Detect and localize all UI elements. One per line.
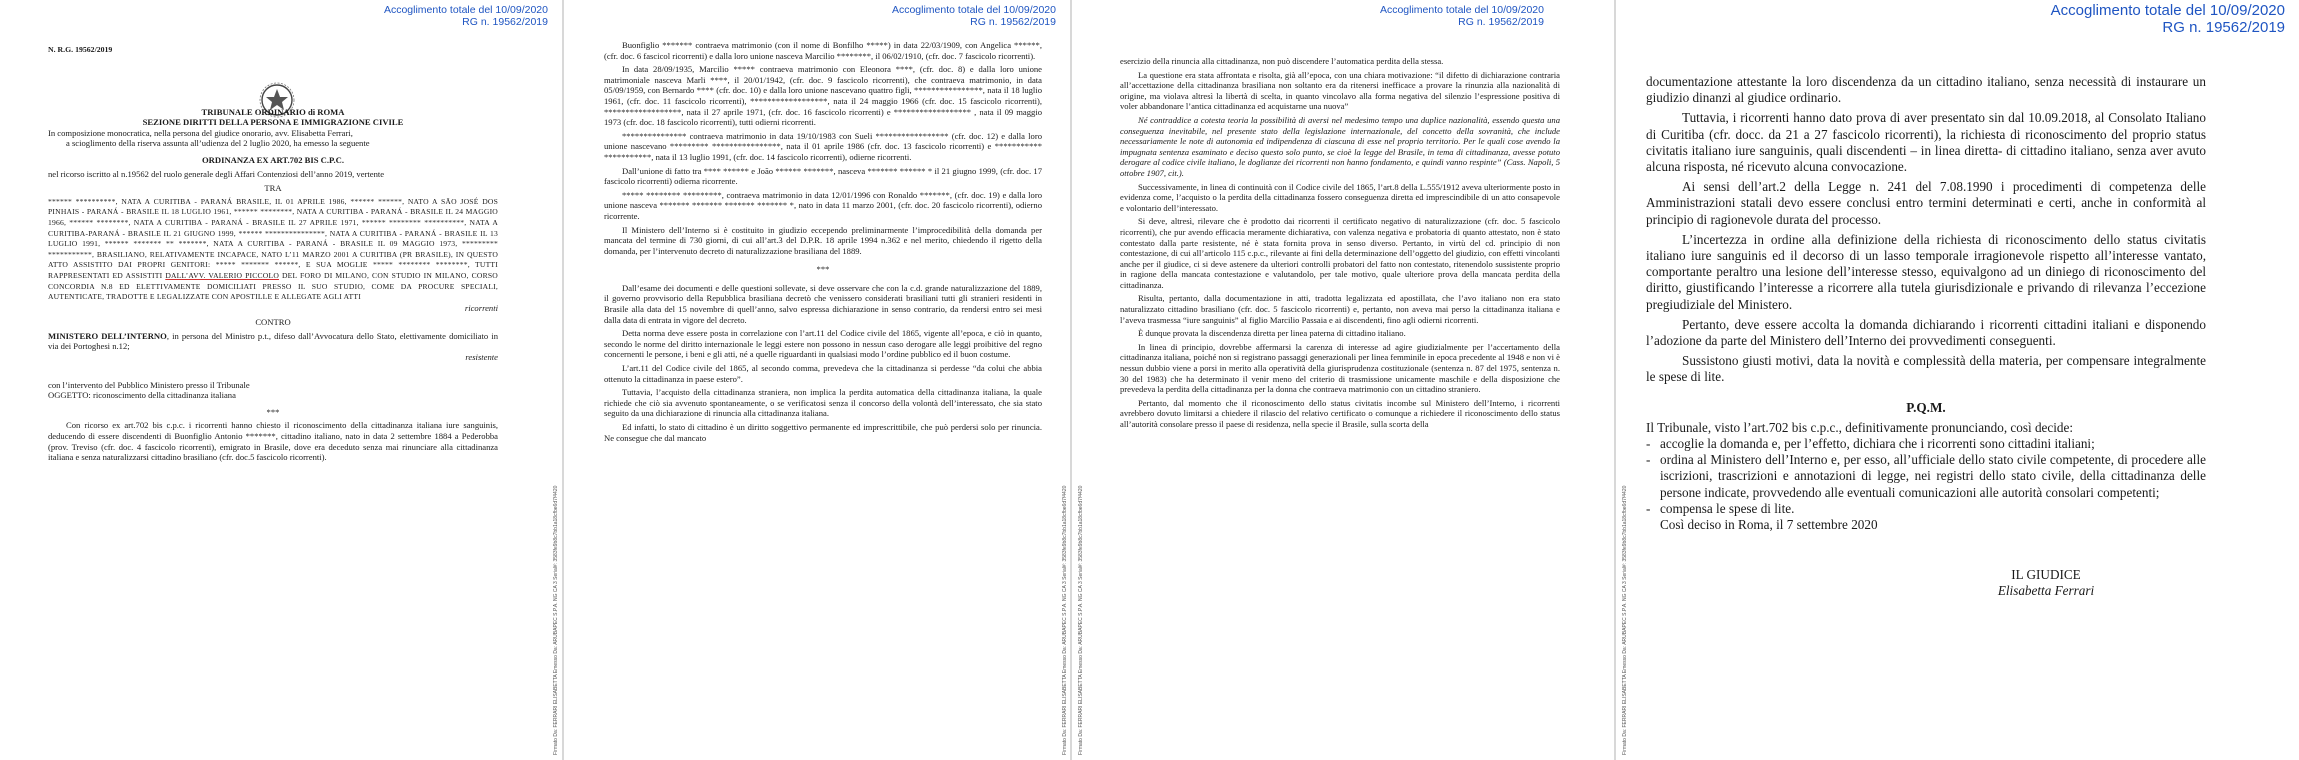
paragraph: *************** contraeva matrimonio in data 19/10/1983 con Sueli ***************** (cfr. doc. 12) e dalla loro unione nascevano ********* ****************, nata il 01 aprile 1986 (cfr. doc. 13 fascicolo ricorrenti) e *********** ***********, nata il 13 luglio 1991, (cfr. doc. 14 fascicolo ricorrenti), odierne ricorrenti. bbox=[604, 130, 1042, 162]
header-line-2: RG n. 19562/2019 bbox=[970, 16, 1056, 29]
signature-side-note: Firmato Da: FERRARI ELISABETTA Emesso Da: ARUBAPEC S.P.A. NG CA 3 Serial#: 3583fe9b8c7bb1a18cfbe6d7f4420 bbox=[1622, 485, 1628, 755]
paragraph: Ed infatti, lo stato di cittadino è un diritto soggettivo permanente ed imprescrittibile, che può perdersi solo per rinuncia. Ne consegue che dal mancato bbox=[604, 422, 1042, 443]
paragraph: Il Ministero dell’Interno si è costituito in giudizio eccependo preliminarmente l’improcedibilità della domanda per mancata del termine di 730 giorni, di cui all’art.3 del D.P.R. 18 aprile 1994 n.362 e nel merito, chiedendo il rigetto della domanda, per l’intervenuto decreto di naturalizzazione brasiliana del 1889. bbox=[604, 224, 1042, 256]
judge-title: IL GIUDICE bbox=[2011, 567, 2081, 583]
ministero-line: MINISTERO DELL’INTERNO, in persona del Ministro p.t., difeso dall’Avvocatura dello Stato, elettivamente domiciliato in via dei Portoghesi n.12; bbox=[48, 330, 499, 352]
signature-side-note: Firmato Da: FERRARI ELISABETTA Emesso Da: ARUBAPEC S.P.A. NG CA 3 Serial#: 3583fe9b8c7bb1a18cfbe6d7f4420 bbox=[1078, 485, 1084, 755]
decision-item: - accoglie la domanda e, per l’effetto, dichiara che i ricorrenti sono cittadini italiani; bbox=[1646, 436, 2095, 452]
closing-line: Così deciso in Roma, il 7 settembre 2020 bbox=[1660, 517, 1878, 533]
header-line-1: Accoglimento totale del 10/09/2020 bbox=[383, 4, 548, 16]
page2-body bbox=[604, 40, 1042, 446]
header-line-2: RG n. 19562/2019 bbox=[462, 16, 548, 29]
document-page-3 bbox=[1072, 0, 1614, 760]
paragraph: Pertanto, dal momento che il riconoscimento dello status civitatis incombe sul Ministero dell’Interno, i ricorrenti avrebbero dovuto limitarsi a chiedere il rilascio del relativo certificato o comunque a richiedere il riconoscimento dello status all’autorità consolare presso il paese di residenza, nella specie il Brasile, sulla scorta della bbox=[1120, 397, 1560, 429]
paragraph: Tuttavia, i ricorrenti hanno dato prova di aver presentato sin dal 10.09.2018, al Consolato Italiano di Curitiba (cfr. docc. da 21 a 27 fascicolo ricorrenti), la richiesta di riconoscimento del proprio status civitatis italiano iure sanguinis, quali discendenti – in linea diretta- di cittadino italiano, senza aver avuto alcuna risposta, né ricevuto alcuna convocazione. bbox=[1646, 110, 2206, 175]
paragraph: Sussistono giusti motivi, data la novità e complessità della materia, per compensare integralmente le spese di lite. bbox=[1646, 353, 2206, 385]
pm-line: con l’intervento del Pubblico Ministero presso il Tribunale bbox=[48, 379, 250, 390]
parties-block: ****** **********, NATA A CURITIBA - PARANÁ BRASILE, IL 01 APRILE 1986, ****** ******, NATO A SÃO JOSÉ DOS PINHAIS - PARANÁ - BRASILE IL 18 LUGLIO 1961, ****** ********, NATA A CURITIBA - PARANÁ - BRASILE IL 24 MAGGIO 1966, ****** ********, NATA A CURITIBA - PARANÁ - BRASILE IL 27 APRILE 1971, ****** ******** **********, NATA A CURITIBA-PARANÁ - BRASILE IL 21 GIUGNO 1999, ****** ***************, NATA A CURITIBA - PARANÁ - BRASILE IL 13 LUGLIO 1991, ****** ******* ** *******, NATA A CURITIBA - PARANÁ - BRASILE IL 09 MAGGIO 1973, ********* ***********, BRASILIANO, RELATIVAMENTE INCAPACE, NATO L’11 MARZO 2001 A CURITIBA (PR BRASILE), IN QUESTO ATTO ASSISTITO DAI PROPRI GENITORI: ***** ******* ******, E SUA MOGLIE ***** ******** ********, TUTTI RAPPRESENTATI ED ASSISTITI DALL’AVV. VALERIO PICCOLO DEL FORO DI MILANO, CON STUDIO IN MILANO, CORSO CONCORDIA N.8 ED ELETTIVAMENTE DOMICILIATI PRESSO IL SUO STUDIO, COME DA PROCURE SPECIALI, AUTENTICATE, TRADOTTE E LEGALIZZATE CON APOSTILLE E ALLEGATE AGLI ATTI bbox=[48, 196, 498, 302]
document-page-2 bbox=[564, 0, 1070, 760]
page-header bbox=[384, 4, 548, 28]
lawyer-name: DALL’AVV. VALERIO PICCOLO bbox=[165, 270, 280, 280]
court-title: TRIBUNALE ORDINARIO di ROMA bbox=[201, 106, 345, 117]
stars-separator: *** bbox=[816, 264, 830, 275]
nrg-label: N. R.G. 19562/2019 bbox=[48, 45, 113, 54]
stars-separator: *** bbox=[266, 406, 280, 417]
paragraph: Dall’unione di fatto tra **** ****** e João ****** *******, nasceva ******* ****** * il 21 giugno 1999, (cfr. doc. 17 fascicolo ricorrenti) odierna ricorrente. bbox=[604, 165, 1042, 187]
judge-name: Elisabetta Ferrari bbox=[1997, 583, 2095, 599]
paragraph: L’art.11 del Codice civile del 1865, al secondo comma, prevedeva che la cittadinanza si perdesse “da colui che abbia ottenuto la cittadinanza in paese estero”. bbox=[604, 363, 1042, 384]
ricorrenti-label: ricorrenti bbox=[464, 302, 498, 313]
paragraph: documentazione attestante la loro discendenza da un cittadino italiano, senza necessità di instaurare un giudizio dinanzi al giudice ordinario. bbox=[1646, 74, 2206, 106]
header-line-1: Accoglimento totale del 10/09/2020 bbox=[1379, 4, 1544, 16]
paragraph: Successivamente, in linea di continuità con il Codice civile del 1865, l’art.8 della L.555/1912 aveva ulteriormente posto in evidenza come, l’acquisto o la perdita della cittadinanza fossero conseguenza diretta ed imprescindibile di un atto consapevole e volontario dell’interessato. bbox=[1120, 181, 1560, 213]
oggetto-line: OGGETTO: riconoscimento della cittadinanza italiana bbox=[48, 390, 236, 401]
header-line-1: Accoglimento totale del 10/09/2020 bbox=[891, 4, 1056, 16]
paragraph: Ai sensi dell’art.2 della Legge n. 241 del 7.08.1990 i procedimenti di competenza delle Amministrazioni statali devo essere conclusi entro termini determinati e certi, anche in conformità al principio di ragionevole durata del processo. bbox=[1646, 179, 2206, 227]
decision-list bbox=[1646, 436, 2206, 517]
paragraph: ***** ******** *********, contraeva matrimonio in data 12/01/1996 con Ronaldo *******, (cfr. doc. 19) e dalla loro unione nasceva ******* ******* ******* ******* *, nato in data 11 marzo 2001, (cfr. doc. 20 fascicolo ricorrenti), odierno ricorrente. bbox=[604, 189, 1042, 221]
paragraph: Né contraddice a cotesta teoria la possibilità di aversi nel medesimo tempo una duplice nazionalità, essendo questa una conseguenza inevitabile, nel presente stato della legislazione internazionale, del concetto della sovranità, che include necessariamente le note di autonomia ed indipendenza di ciascuna di esse nel proprio territorio. Per le quali cose avendo la impugnata sentenza esaminato e deciso questo solo punto, se cioè la legge del Brasile, in tema di cittadinanza, avesse potuto derogare al codice civile italiano, le doglianze dei ricorrenti non hanno fondamento, e quindi vanno respinte” (Cass. Napoli, 5 ottobre 1907, cit.). bbox=[1120, 114, 1560, 178]
ricorso-line: nel ricorso iscritto al n.19562 del ruolo generale degli Affari Contenziosi dell’anno 2019, vertente bbox=[48, 168, 385, 179]
page-header bbox=[1380, 4, 1544, 28]
page-header bbox=[2051, 2, 2285, 37]
header-line-1: Accoglimento totale del 10/09/2020 bbox=[2050, 2, 2285, 19]
decision-item: - ordina al Ministero dell’Interno e, per esso, all’ufficiale dello stato civile competente, di procedere alle iscrizioni, trascrizioni e annotazioni di legge, nei registri dello stato civile, della cittadinanza delle persone indicate, provvedendo alle eventuali comunicazioni alle autorità consolari competenti; bbox=[1646, 452, 2206, 500]
judge-line: In composizione monocratica, nella persona del giudice onorario, avv. Elisabetta Ferrari, bbox=[48, 127, 353, 138]
signature-side-note: Firmato Da: FERRARI ELISABETTA Emesso Da: ARUBAPEC S.P.A. NG CA 3 Serial#: 3583fe9b8c7bb1a18cfbe6d7f4420 bbox=[1062, 485, 1068, 755]
page4-body bbox=[1646, 74, 2206, 600]
paragraph: In linea di principio, dovrebbe affermarsi la carenza di interesse ad agire giudizialmente per l’accertamento della cittadinanza italiana, poiché non si registrano passaggi generazionali per linea femminile in epoca precedente al 1948 e non vi è nessun dubbio viene a porsi in merito alla operatività della giurisprudenza costituzionale (sentenza n. 87 del 1975, sentenza n. 30 del 1983) che ha determinato il venir meno del criterio di trasmissione unicamente maschile e della disposizione che prevedeva la perdita della cittadinanza per la donna che contraeva matrimonio con un cittadino straniero. bbox=[1120, 341, 1560, 395]
decision-item: - compensa le spese di lite. bbox=[1646, 500, 1795, 516]
page3-body bbox=[1120, 56, 1560, 433]
header-line-2: RG n. 19562/2019 bbox=[2162, 19, 2285, 37]
final-paragraph: Con ricorso ex art.702 bis c.p.c. i ricorrenti hanno chiesto il riconoscimento della cittadinanza italiana iure sanguinis, deducendo di essere discendenti di Buonfiglio Antonio *******, cittadino italiano, nato in data 2 settembre 1884 a Pederobba (prov. Treviso (cfr. doc. 4 fascicolo ricorrenti), emigrato in Brasile, dove era deceduto senza mai rinunciare alla cittadinanza italiana e senza naturalizzarsi cittadino brasiliano (cfr. doc.5 fascicolo ricorrenti). bbox=[48, 420, 498, 463]
document-page-4 bbox=[1616, 0, 2299, 760]
section-title: SEZIONE DIRITTI DELLA PERSONA E IMMIGRAZIONE CIVILE bbox=[142, 117, 404, 128]
paragraph: Dall’esame dei documenti e delle questioni sollevate, si deve osservare che con la c.d. grande naturalizzazione del 1889, il governo provvisorio della Repubblica brasiliana decretò che venissero considerati brasiliani tutti gli stranieri residenti in Brasile alla data del 15 novembre di quell’anno, salvo espressa dichiarazione in senso contrario, da rendersi entro sei mesi dalla data di entrata in vigore del decreto. bbox=[604, 282, 1042, 325]
resistente-label: resistente bbox=[465, 352, 498, 363]
signature-side-note: Firmato Da: FERRARI ELISABETTA Emesso Da: ARUBAPEC S.P.A. NG CA 3 Serial#: 3583fe9b8c7bb1a18cfbe6d7f4420 bbox=[553, 485, 559, 755]
paragraph: L’incertezza in ordine alla definizione della richiesta di riconoscimento dello status civitatis italiano iure sanguinis ed il decorso di un lasso temporale irragionevole rispetto all’interesse vantato, comportante peraltro una lesione dell’interesse stesso, equivalgono ad un diniego di riconoscimento del diritto, giustificando l’interesse a ricorrere alla tutela giurisdizionale e privando di rilevanza l’eccezione pregiudiziale del Ministero. bbox=[1646, 231, 2206, 312]
paragraph: Pertanto, deve essere accolta la domanda dichiarando i ricorrenti cittadini italiani e disponendo l’adozione da parte del Ministero dell’Interno dei provvedimenti conseguenti. bbox=[1646, 316, 2206, 349]
paragraph: esercizio della rinuncia alla cittadinanza, non può discendere l’automatica perdita della stessa. bbox=[1120, 56, 1444, 66]
reserve-line: a scioglimento della riserva assunta all’udienza del 2 luglio 2020, ha emesso la seguente bbox=[66, 138, 370, 149]
page-header bbox=[892, 4, 1056, 28]
paragraph: La questione era stata affrontata e risolta, già all’epoca, con una chiara motivazione: “il difetto di dichiarazione contraria all’accettazione della cittadinanza brasiliana non soltanto era da ritenersi inefficace a provare la rinunzia alla nazionalità di origine, ma violava altresì la libertà di scelta, in quanto vincolavo alla forma negativa del silenzio l’espressione positiva di voler abbandonare l’antica cittadinanza ed acquistarne una nuova” bbox=[1120, 69, 1560, 112]
document-page-1 bbox=[0, 0, 562, 760]
contro-label: CONTRO bbox=[255, 317, 291, 328]
paragraph: Si deve, altresì, rilevare che è prodotto dai ricorrenti il certificato negativo di naturalizzazione (cfr. doc. 5 fascicolo ricorrenti), che pur avendo efficacia meramente dichiarativa, con valenza negativa e probatoria di quanto attestato, non è stato contestato dalla parte resistente, né è stata fornita prova in senso diverso. Pertanto, in virtù del cd. principio di non contestazione, di cui all’articolo 115 c.p.c., rilevante ai fini della determinazione dell’oggetto del giudizio, con effetti vincolanti anche per il giudice, ci si deve astenere da ulteriori controlli probatori del fatto non contestato, ritenendolo sussistente proprio in ragione della mancata contestazione e valutandolo, per tale motivo, quale ulteriore prova della mancata perdita della cittadinanza. bbox=[1120, 216, 1560, 290]
paragraph: Buonfiglio ******* contraeva matrimonio (con il nome di Bonfilho *****) in data 22/03/1909, con Angelica ******, (cfr. doc. 6 fascicol ricorrenti) e dalla loro unione nasceva Marcilio ********, il 06/02/1910, (cfr. doc. 7 fascicolo ricorrenti). bbox=[604, 40, 1042, 61]
paragraph: In data 28/09/1935, Marcilio ***** contraeva matrimonio con Eleonora ****, (cfr. doc. 8) e dalla loro unione matrimoniale nasceva Marli ****, il 20/01/1942, (cfr. doc. 9 fascicolo ricorrenti), che contraeva matrimonio, in data 05/09/1959, con Bernardo **** (cfr. doc. 10) e dalla loro unione nascevano quattro figli, ****************, nata il 18 luglio 1961, (cfr. doc. 11 fascicolo ricorrenti), ******************, nata il 24 maggio 1966 (cfr. doc. 15 fascicolo ricorrenti), ******************, nata il 27 aprile 1971, (cfr. doc. 16 fascicolo ricorrenti) e ****************** , nata il 09 maggio 1973 (cfr. doc. 18 fascicolo ricorrenti), tutti odierni ricorrenti. bbox=[604, 64, 1042, 128]
paragraph: È dunque provata la discendenza diretta per linea paterna di cittadino italiano. bbox=[1138, 328, 1406, 339]
tribunal-line: Il Tribunale, visto l’art.702 bis c.p.c., definitivamente pronunciando, così decide: bbox=[1646, 419, 2074, 435]
header-line-2: RG n. 19562/2019 bbox=[1458, 16, 1544, 29]
pqm-heading: P.Q.M. bbox=[1906, 399, 1946, 415]
paragraph: Risulta, pertanto, dalla documentazione in atti, tradotta legalizzata ed apostillata, che l’avo italiano non era stato naturalizzato cittadino brasiliano (cfr. doc. 5 fascicolo ricorrenti) e, pertanto, non aveva mai perso la cittadinanza italiana e l’aveva trasmessa “iure sanguinis” al figlio Marcilio Passaia e ai discendenti, fino agli odierni ricorrenti. bbox=[1120, 293, 1560, 325]
page1-body bbox=[48, 45, 498, 466]
paragraph: Tuttavia, l’acquisto della cittadinanza straniera, non implica la perdita automatica della cittadinanza italiana, la quale richiede che ciò sia avvenuto spontaneamente, o se verificatosi senza il concorso della volontà dell’interessato, che sia stato seguito da una dichiarazione di rinuncia alla cittadinanza italiana. bbox=[604, 387, 1042, 419]
tra-label: TRA bbox=[264, 183, 282, 194]
paragraph: Detta norma deve essere posta in correlazione con l’art.11 del Codice civile del 1865, vigente all’epoca, e ciò in quanto, secondo le norme del diritto internazionale le leggi estere non possono in nessun caso derogare alle leggi proibitive del regno concernenti le persone, i beni e gli atti, né a quelle riguardanti in qualsiasi modo l’ordine pubblico ed il buon costume. bbox=[604, 328, 1042, 360]
ordinance-title: ORDINANZA EX ART.702 BIS C.P.C. bbox=[202, 154, 344, 165]
